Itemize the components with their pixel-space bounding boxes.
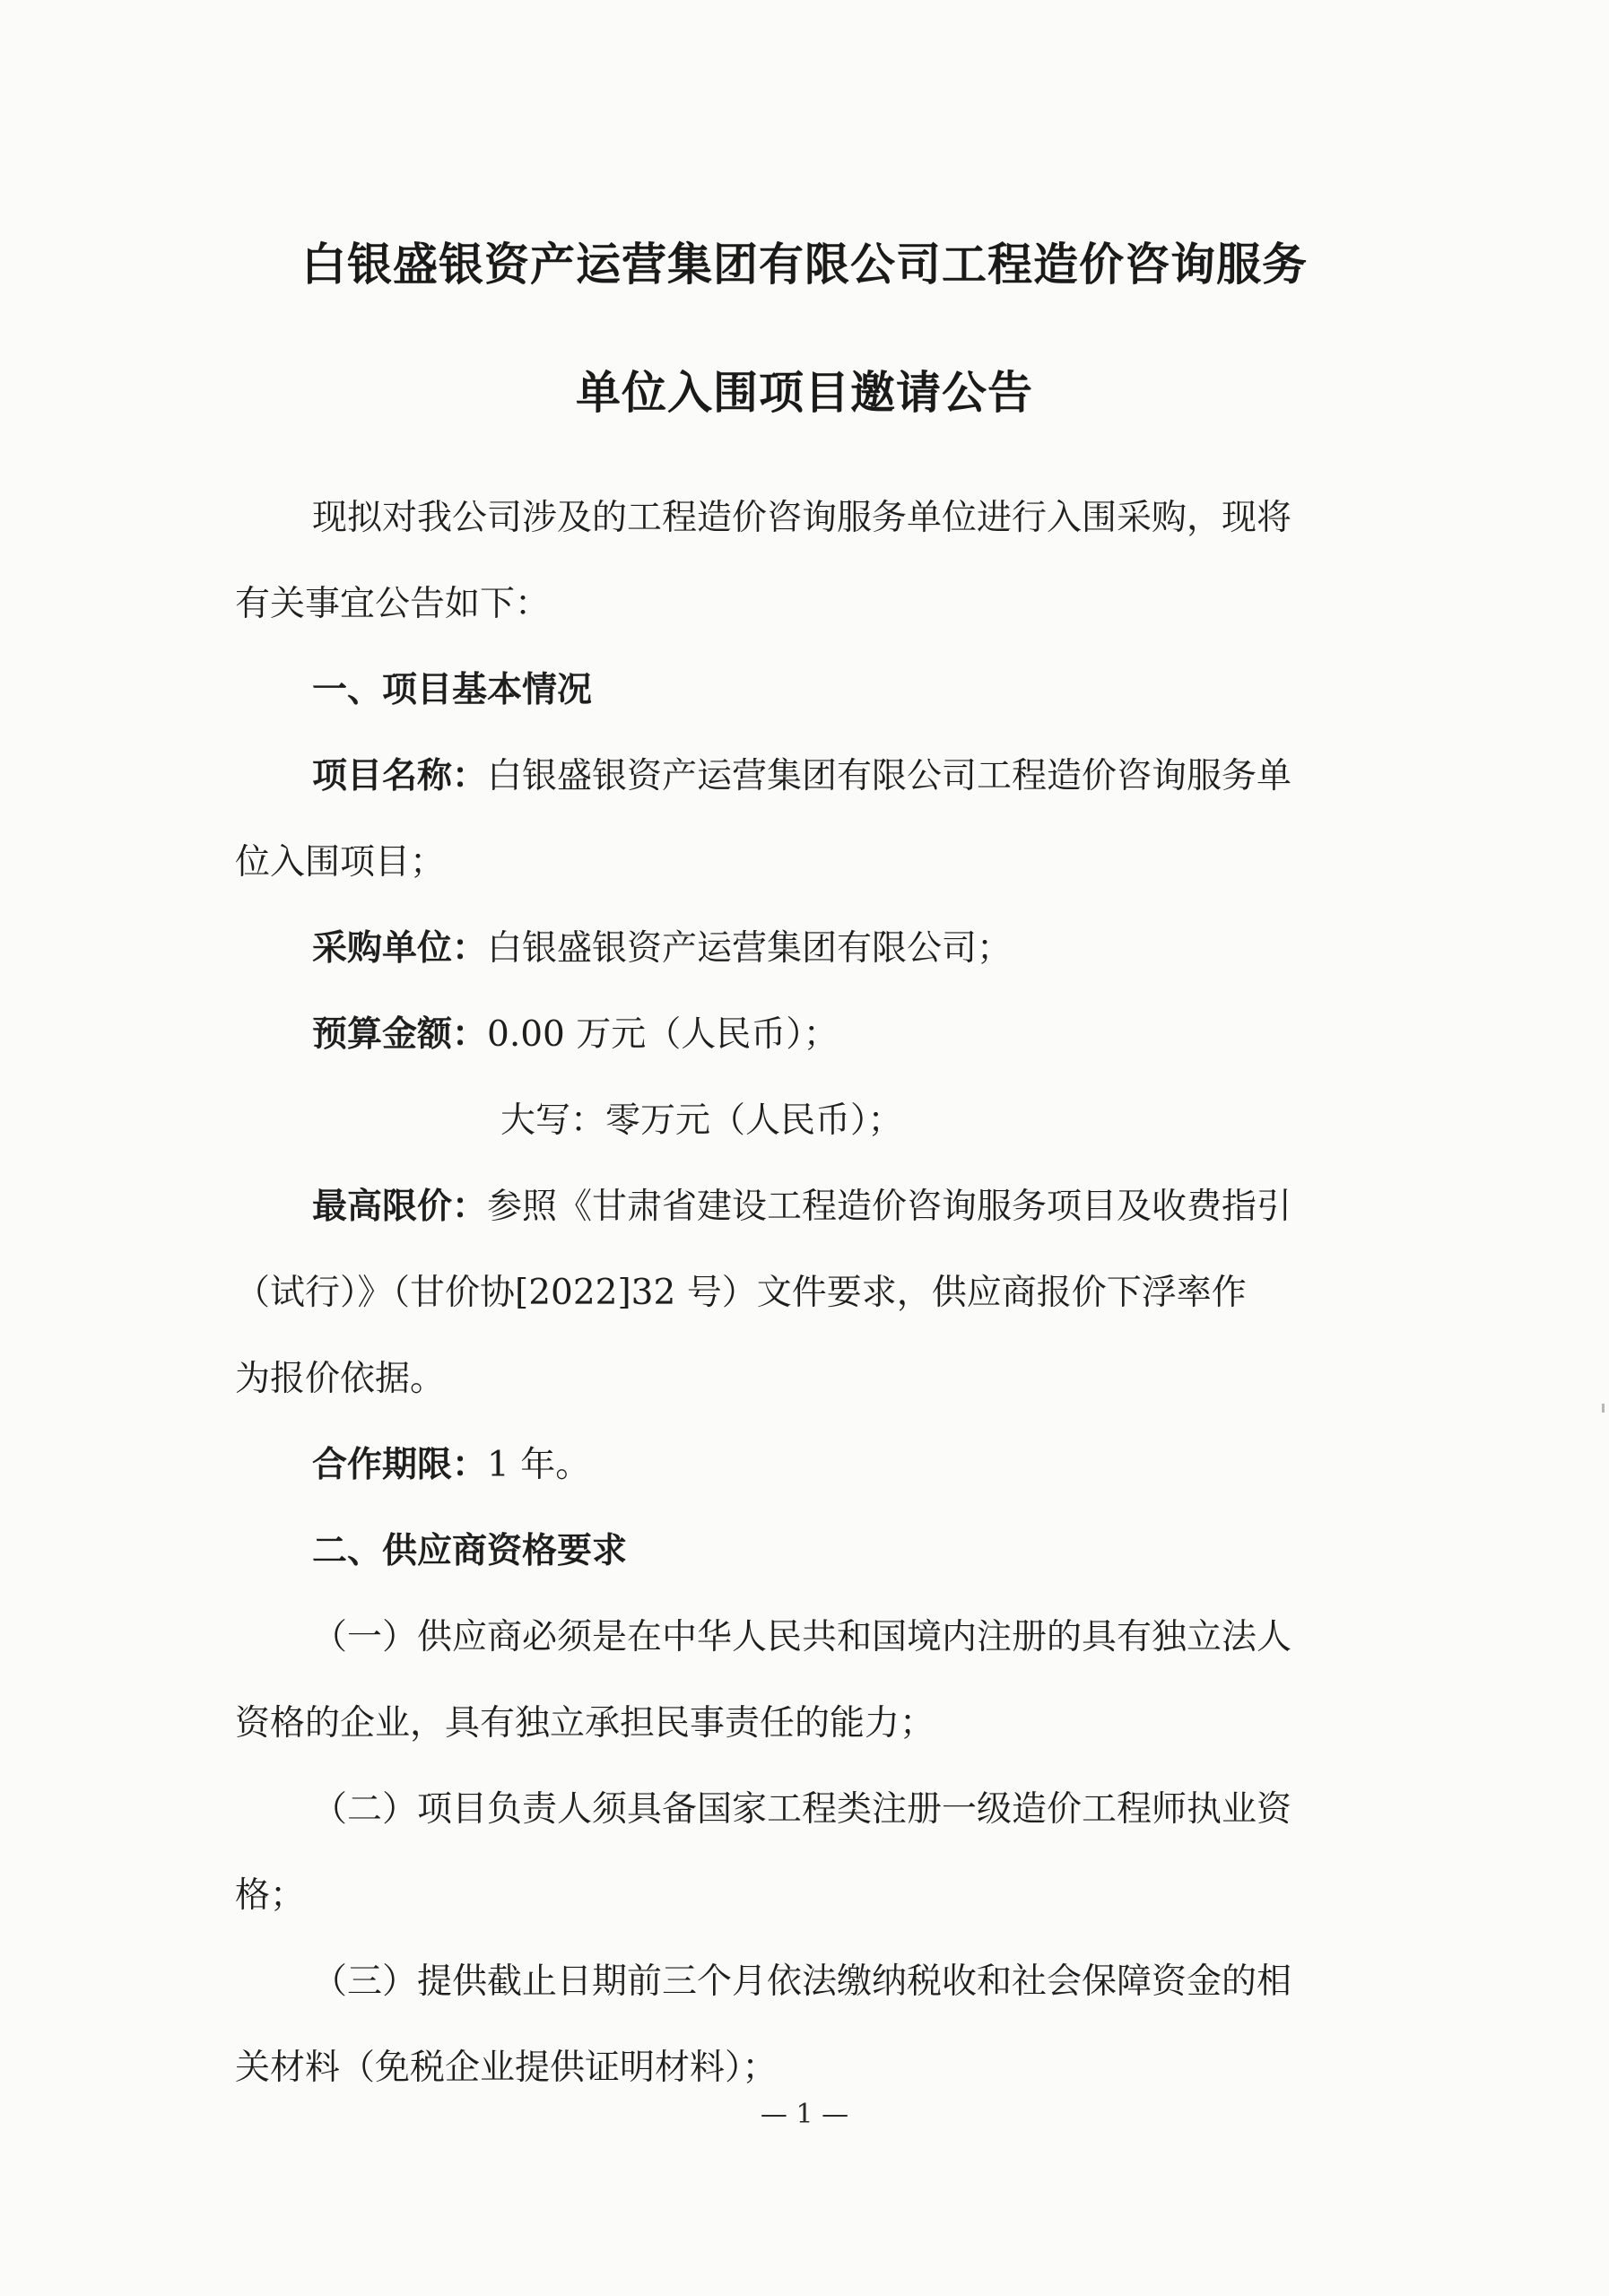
scan-speck (1602, 1404, 1605, 1413)
budget-uppercase-paragraph (500, 1078, 1609, 1164)
requirement-1-line-1: （一）供应商必须是在中华人民共和国境内注册的具有独立法人 (312, 1617, 1292, 1657)
max-price-paragraph (235, 1164, 1383, 1422)
intro-line-2: 有关事宜公告如下： (235, 584, 551, 624)
project-name-value-line-1: 白银盛银资产运营集团有限公司工程造价咨询服务单 (487, 756, 1292, 796)
max-price-line-1: 参照《甘肃省建设工程造价咨询服务项目及收费指引 (487, 1187, 1292, 1227)
budget-paragraph (235, 992, 1383, 1078)
period-value: 1 年。 (487, 1445, 591, 1485)
section-heading: 二、供应商资格要求 (312, 1531, 628, 1571)
requirement-3-line-2: 关材料（免税企业提供证明材料）； (235, 2048, 778, 2088)
requirement-2-line-2: 格； (235, 1875, 306, 1916)
max-price-label: 最高限价： (312, 1187, 488, 1227)
requirement-2-line-1: （二）项目负责人须具备国家工程类注册一级造价工程师执业资 (312, 1789, 1292, 1830)
section2-heading (235, 1509, 1383, 1595)
document-title-line-1: 白银盛银资产运营集团有限公司工程造价咨询服务 (301, 239, 1308, 291)
requirement-item-3 (235, 1939, 1383, 2111)
project-name-label: 项目名称： (312, 756, 488, 796)
section1-heading (235, 648, 1383, 734)
budget-uppercase-value: 大写：零万元（人民币）； (500, 1100, 903, 1141)
budget-label: 预算金额： (312, 1014, 488, 1055)
purchaser-label: 采购单位： (312, 928, 488, 969)
project-name-value-line-2: 位入围项目； (235, 842, 446, 883)
purchaser-value: 白银盛银资产运营集团有限公司； (487, 928, 1013, 969)
max-price-line-3: 为报价依据。 (235, 1359, 446, 1399)
intro-line-1: 现拟对我公司涉及的工程造价咨询服务单位进行入围采购，现将 (312, 498, 1292, 538)
requirement-item-1 (235, 1595, 1383, 1767)
requirement-3-line-1: （三）提供截止日期前三个月依法缴纳税收和社会保障资金的相 (312, 1961, 1292, 2002)
max-price-line-2: （试行）》（甘价协[2022]32 号）文件要求，供应商报价下浮率作 (235, 1273, 1247, 1313)
period-label: 合作期限： (312, 1445, 488, 1485)
page-number: — 1 — (760, 2099, 849, 2130)
document-title-line-2: 单位入围项目邀请公告 (576, 367, 1033, 419)
period-paragraph (235, 1422, 1383, 1509)
requirement-item-2 (235, 1767, 1383, 1939)
intro-paragraph (235, 475, 1383, 648)
purchaser-paragraph (235, 906, 1383, 992)
requirement-1-line-2: 资格的企业，具有独立承担民事责任的能力； (235, 1703, 935, 1744)
project-name-paragraph (235, 734, 1383, 906)
section-heading: 一、项目基本情况 (312, 670, 593, 710)
budget-value: 0.00 万元（人民币）； (487, 1014, 839, 1055)
